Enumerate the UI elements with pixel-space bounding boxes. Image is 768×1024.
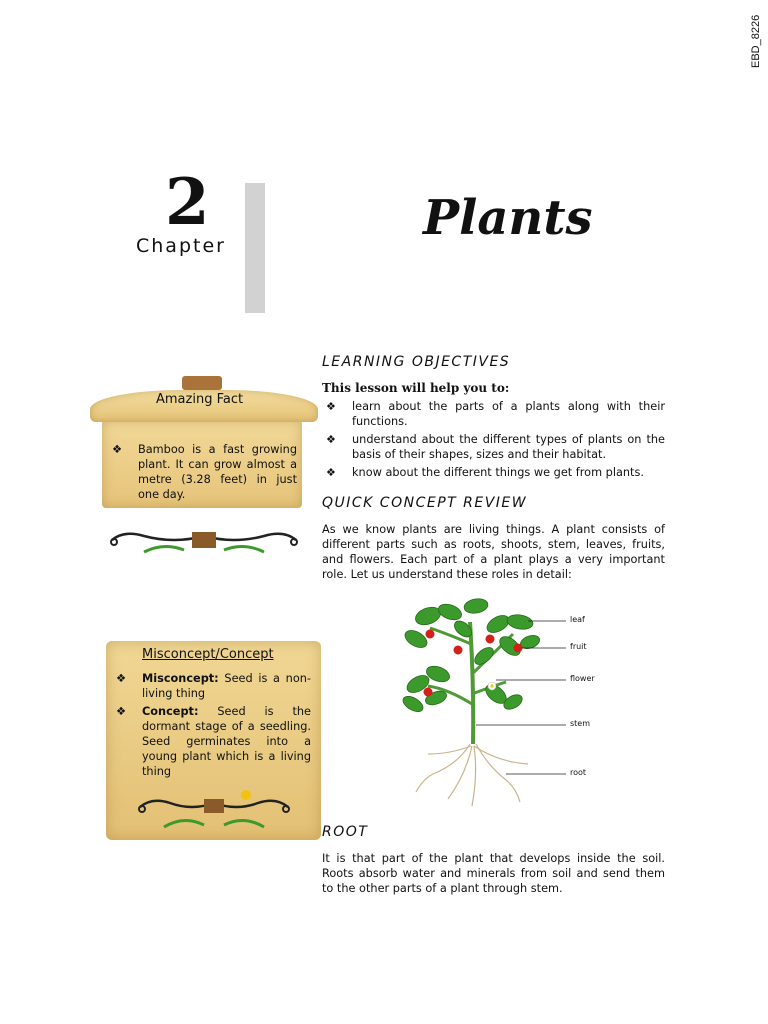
page-title: Plants [423,190,593,246]
diamond-bullet-icon: ❖ [116,705,127,718]
root-lines [416,744,528,806]
label-flower: flower [570,674,595,683]
quick-concept-heading: QUICK CONCEPT REVIEW [322,495,528,511]
list-item: ❖ learn about the parts of a plants along with their functions. [326,400,665,428]
label-leaf: leaf [570,615,585,624]
scroll-ornament-icon [104,522,304,558]
chapter-divider [245,183,265,313]
diamond-bullet-icon: ❖ [326,400,336,413]
amazing-fact-box [90,372,318,558]
list-item: ❖ understand about the different types of plants on the basis of their shapes, sizes and their habitat. [326,433,665,461]
quick-concept-text: As we know plants are living things. A plant consists of different parts such as roots, shoots, stem, leaves, fruits, and flowers. Each part of a plant plays a very important role. Let us understand these roles in detail: [322,523,665,581]
misconcept-body [116,671,311,782]
chapter-number: 2 [165,165,210,240]
diamond-bullet-icon: ❖ [116,672,127,685]
amazing-fact-text: Bamboo is a fast growing plant. It can grow almost a metre (3.28 feet) in just one day. [138,443,297,501]
root-text: It is that part of the plant that develops inside the soil. Roots absorb water and minerals from soil and send them to the other parts of a plant through stem. [322,852,665,895]
list-item: ❖ Misconcept: Seed is a non-living thing [116,672,311,700]
label-stem: stem [570,719,591,728]
misconcept-label: Misconcept/Concept [142,647,274,662]
learning-objectives-heading: LEARNING OBJECTIVES [322,354,511,370]
scroll-ornament-icon [134,787,294,833]
list-item: ❖ know about the different things we get from plants. [326,466,644,479]
label-fruit: fruit [570,642,587,651]
learning-objectives-list [322,399,665,483]
fact-peg [182,376,222,390]
diamond-bullet-icon: ❖ [326,433,336,446]
stem-line [470,622,473,744]
root-heading: ROOT [322,824,369,840]
plant-illustration [388,594,600,814]
label-root: root [570,768,587,777]
chapter-label: Chapter [136,235,226,257]
list-item: ❖ Concept: Seed is the dormant stage of a seedling. Seed germinates into a young plant which is a living thing [116,705,311,778]
diamond-bullet-icon: ❖ [326,466,336,479]
flower [488,682,496,690]
amazing-fact-body [112,442,297,502]
misconcept-box [106,641,321,840]
page-code: EBD_8226 [750,14,762,68]
plant-diagram [388,594,600,814]
learning-objectives-intro: This lesson will help you to: [322,381,510,395]
amazing-fact-label: Amazing Fact [156,392,244,407]
diamond-bullet-icon: ❖ [112,443,123,456]
